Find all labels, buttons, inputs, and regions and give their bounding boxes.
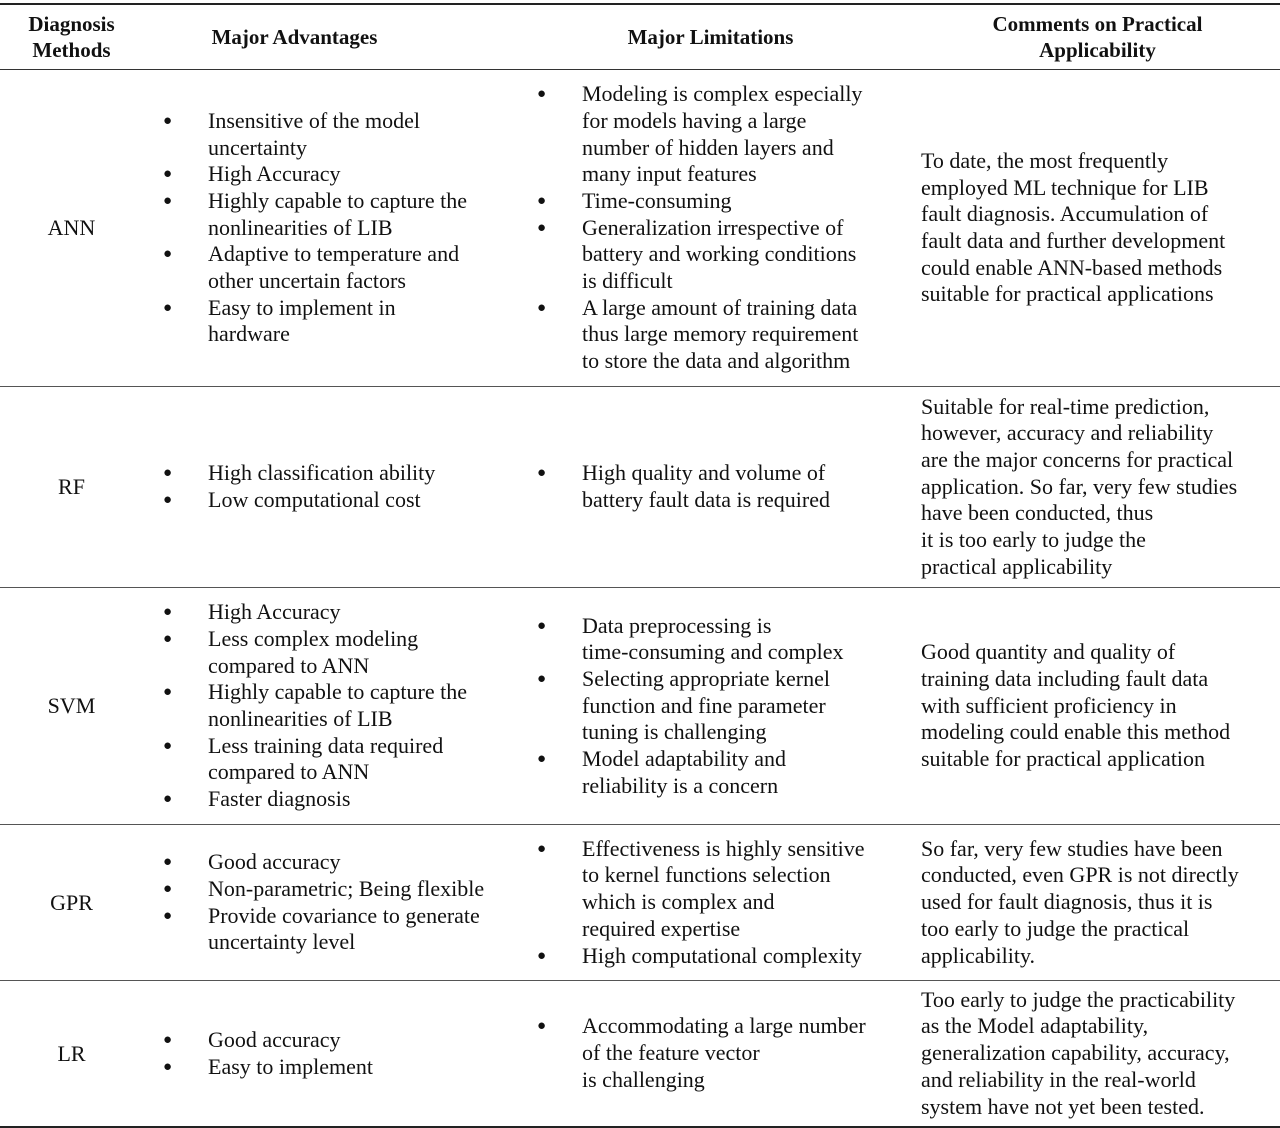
bullet-text	[208, 626, 418, 679]
bullet-icon: ●	[537, 670, 547, 687]
text-line: Provide covariance to generate	[208, 902, 480, 928]
bullet-item	[163, 241, 516, 294]
text-line: other uncertain factors	[208, 268, 406, 294]
bullet-icon: ●	[163, 299, 173, 316]
text-line: conducted, even GPR is not directly	[921, 862, 1239, 888]
table-row	[0, 387, 1280, 588]
bullet-text	[208, 188, 467, 241]
bullet-item	[537, 81, 905, 188]
bullet-text	[582, 81, 862, 188]
bullet-item	[537, 295, 905, 375]
text-line: Insensitive of the model	[208, 107, 421, 133]
text-line: hardware	[208, 321, 290, 347]
bullet-item	[163, 626, 516, 679]
bullet-text	[582, 460, 830, 513]
text-line: time-consuming and complex	[582, 639, 844, 665]
limitations-cell	[516, 1013, 905, 1093]
bullet-icon: ●	[537, 465, 547, 482]
text-line: fault diagnosis. Accumulation of	[921, 201, 1209, 227]
bullet-text	[208, 733, 443, 786]
bullet-item	[537, 613, 905, 666]
method-cell: GPR	[50, 889, 93, 915]
bullet-text	[582, 295, 858, 375]
bullet-icon: ●	[163, 246, 173, 263]
advantages-cell	[143, 1027, 516, 1080]
header-major-limitations: Major Limitations	[627, 25, 794, 49]
bullet-item	[163, 599, 516, 626]
text-line: suitable for practical applications	[921, 281, 1214, 307]
text-line: generalization capability, accuracy,	[921, 1040, 1230, 1066]
text-line: and reliability in the real-world	[921, 1066, 1196, 1092]
table-row	[0, 981, 1280, 1128]
bullet-icon: ●	[163, 112, 173, 129]
text-line: training data including fault data	[921, 665, 1209, 691]
method-cell: LR	[57, 1040, 86, 1066]
text-line: are the major concerns for practical	[921, 446, 1234, 472]
bullet-icon: ●	[163, 630, 173, 647]
bullet-icon: ●	[537, 192, 547, 209]
text-line: Time-consuming	[582, 187, 732, 213]
bullet-text	[582, 836, 865, 943]
bullet-icon: ●	[537, 947, 547, 964]
table-body	[0, 70, 1280, 1128]
bullet-item	[537, 666, 905, 746]
bullet-text	[208, 295, 396, 348]
text-line: Model adaptability and	[582, 746, 787, 772]
comparison-table	[0, 3, 1280, 1128]
header-line: Methods	[32, 38, 111, 62]
text-line: Adaptive to temperature and	[208, 241, 460, 267]
text-line: Too early to judge the practicability	[921, 986, 1236, 1012]
bullet-icon: ●	[163, 737, 173, 754]
bullet-text	[208, 679, 467, 732]
bullet-text	[208, 108, 420, 161]
bullet-text	[208, 241, 459, 294]
bullet-item	[537, 215, 905, 295]
bullet-text	[582, 943, 862, 970]
text-line: Easy to implement	[208, 1053, 373, 1079]
bullet-text	[582, 746, 786, 799]
bullet-icon: ●	[537, 1018, 547, 1035]
bullet-icon: ●	[163, 492, 173, 508]
bullet-icon: ●	[163, 1058, 173, 1075]
text-line: with sufficient proficiency in	[921, 692, 1177, 718]
limitations-cell	[516, 836, 905, 970]
bullet-item	[163, 786, 516, 813]
text-line: to kernel functions selection	[582, 862, 831, 888]
text-line: application. So far, very few studies	[921, 473, 1238, 499]
bullet-text	[208, 849, 341, 876]
text-line: battery fault data is required	[582, 487, 831, 512]
method-cell: RF	[58, 474, 85, 499]
bullet-icon: ●	[537, 840, 547, 857]
text-line: To date, the most frequently	[921, 147, 1169, 173]
table-row	[0, 588, 1280, 825]
bullet-icon: ●	[163, 1031, 173, 1048]
text-line: nonlinearities of LIB	[208, 214, 393, 240]
table-row	[0, 70, 1280, 387]
limitations-cell	[516, 613, 905, 800]
advantages-cell	[143, 108, 516, 348]
bullet-text	[582, 1013, 866, 1093]
bullet-item	[163, 849, 516, 876]
text-line: system have not yet been tested.	[921, 1093, 1205, 1119]
bullet-icon: ●	[537, 86, 547, 103]
text-line: Suitable for real-time prediction,	[921, 393, 1210, 419]
text-line: which is complex and	[582, 889, 775, 915]
text-line: Highly capable to capture the	[208, 187, 468, 213]
text-line: compared to ANN	[208, 652, 370, 678]
text-line: Less training data required	[208, 732, 444, 758]
text-line: tuning is challenging	[582, 719, 767, 745]
text-line: could enable ANN-based methods	[921, 254, 1223, 280]
text-line: number of hidden layers and	[582, 134, 834, 160]
text-line: function and fine parameter	[582, 692, 826, 718]
bullet-icon: ●	[537, 299, 547, 316]
bullet-icon: ●	[163, 465, 173, 482]
text-line: practical applicability	[921, 553, 1113, 579]
bullet-text	[208, 460, 435, 487]
bullet-icon: ●	[163, 604, 173, 621]
bullet-item	[163, 188, 516, 241]
bullet-item	[537, 836, 905, 943]
text-line: to store the data and algorithm	[582, 348, 851, 374]
bullet-text	[208, 1054, 373, 1081]
header-comments	[905, 11, 1280, 63]
text-line: reliability is a concern	[582, 772, 779, 798]
comments-cell	[905, 639, 1280, 773]
comments-cell	[905, 836, 1280, 970]
text-line: suitable for practical application	[921, 746, 1206, 772]
text-line: employed ML technique for LIB	[921, 174, 1209, 200]
bullet-item	[163, 903, 516, 956]
text-line: uncertainty level	[208, 929, 356, 955]
limitations-cell	[516, 460, 905, 513]
bullet-item	[537, 460, 905, 513]
text-line: modeling could enable this method	[921, 719, 1231, 745]
text-line: Less complex modeling	[208, 625, 419, 651]
advantages-cell	[143, 599, 516, 813]
text-line: High Accuracy	[208, 161, 341, 187]
bullet-icon: ●	[537, 617, 547, 634]
text-line: Faster diagnosis	[208, 786, 351, 812]
bullet-item	[163, 876, 516, 903]
text-line: So far, very few studies have been	[921, 835, 1223, 861]
bullet-text	[208, 903, 480, 956]
table-row	[0, 825, 1280, 981]
bullet-text	[208, 786, 350, 813]
text-line: uncertainty	[208, 134, 307, 160]
header-line: Applicability	[1039, 38, 1156, 62]
text-line: is difficult	[582, 268, 673, 294]
table-header	[0, 5, 1280, 70]
text-line: Modeling is complex especially	[582, 81, 863, 107]
text-line: A large amount of training data	[582, 294, 858, 320]
text-line: High classification ability	[208, 460, 436, 486]
text-line: is challenging	[582, 1066, 705, 1092]
text-line: too early to judge the practical	[921, 915, 1190, 941]
text-line: Good accuracy	[208, 849, 341, 875]
text-line: Generalization irrespective of	[582, 214, 844, 240]
text-line: it is too early to judge the	[921, 527, 1146, 553]
text-line: as the Model adaptability,	[921, 1013, 1149, 1039]
bullet-text	[582, 666, 830, 746]
bullet-text	[582, 613, 844, 666]
text-line: of the feature vector	[582, 1040, 760, 1066]
text-line: battery and working conditions	[582, 241, 857, 267]
header-line: Comments on Practical	[992, 12, 1203, 36]
bullet-item	[163, 1054, 516, 1081]
bullet-text	[208, 487, 421, 514]
bullet-item	[537, 188, 905, 215]
advantages-cell	[143, 460, 516, 513]
bullet-text	[582, 188, 732, 215]
header-line: Diagnosis	[28, 12, 115, 36]
bullet-icon: ●	[163, 166, 173, 183]
text-line: Data preprocessing is	[582, 612, 772, 638]
method-cell: ANN	[47, 215, 96, 240]
text-line: fault data and further development	[921, 228, 1226, 253]
bullet-text	[208, 599, 341, 626]
text-line: applicability.	[921, 942, 1036, 968]
text-line: nonlinearities of LIB	[208, 706, 393, 731]
bullet-icon: ●	[163, 880, 173, 897]
bullet-item	[163, 108, 516, 161]
bullet-item	[537, 746, 905, 799]
bullet-text	[582, 215, 856, 295]
header-major-advantages: Major Advantages	[211, 25, 378, 49]
text-line: High computational complexity	[582, 942, 862, 968]
method-cell: SVM	[47, 693, 96, 718]
text-line: for models having a large	[582, 107, 807, 133]
bullet-icon: ●	[537, 751, 547, 768]
bullet-item	[163, 295, 516, 348]
text-line: have been conducted, thus	[921, 500, 1154, 526]
bullet-text	[208, 876, 484, 903]
text-line: Non-parametric; Being flexible	[208, 875, 485, 901]
text-line: however, accuracy and reliability	[921, 420, 1214, 446]
text-line: Easy to implement in	[208, 294, 396, 320]
text-line: High Accuracy	[208, 599, 341, 625]
bullet-icon: ●	[163, 791, 173, 808]
bullet-icon: ●	[163, 854, 173, 871]
comments-cell	[905, 148, 1280, 308]
text-line: Effectiveness is highly sensitive	[582, 835, 865, 861]
comments-cell	[905, 394, 1280, 581]
bullet-item	[163, 460, 516, 487]
advantages-cell	[143, 849, 516, 956]
bullet-text	[208, 161, 341, 188]
text-line: used for fault diagnosis, thus it is	[921, 889, 1213, 915]
text-line: Low computational cost	[208, 487, 421, 512]
text-line: Good accuracy	[208, 1026, 341, 1052]
text-line: compared to ANN	[208, 759, 370, 785]
text-line: Highly capable to capture the	[208, 679, 468, 705]
bullet-item	[537, 1013, 905, 1093]
bullet-icon: ●	[163, 907, 173, 924]
text-line: required expertise	[582, 915, 741, 941]
text-line: thus large memory requirement	[582, 321, 859, 347]
text-line: Selecting appropriate kernel	[582, 665, 831, 691]
text-line: High quality and volume of	[582, 460, 826, 486]
text-line: many input features	[582, 161, 757, 187]
bullet-item	[163, 733, 516, 786]
text-line: Accommodating a large number	[582, 1013, 866, 1039]
bullet-item	[163, 679, 516, 732]
bullet-text	[208, 1027, 341, 1054]
bullet-icon: ●	[163, 192, 173, 209]
bullet-icon: ●	[537, 219, 547, 236]
bullet-item	[163, 487, 516, 514]
bullet-item	[163, 161, 516, 188]
header-diagnosis-methods	[0, 11, 143, 63]
limitations-cell	[516, 81, 905, 375]
bullet-item	[163, 1027, 516, 1054]
comments-cell	[905, 987, 1280, 1121]
bullet-item	[537, 943, 905, 970]
bullet-icon: ●	[163, 684, 173, 701]
text-line: Good quantity and quality of	[921, 639, 1176, 665]
